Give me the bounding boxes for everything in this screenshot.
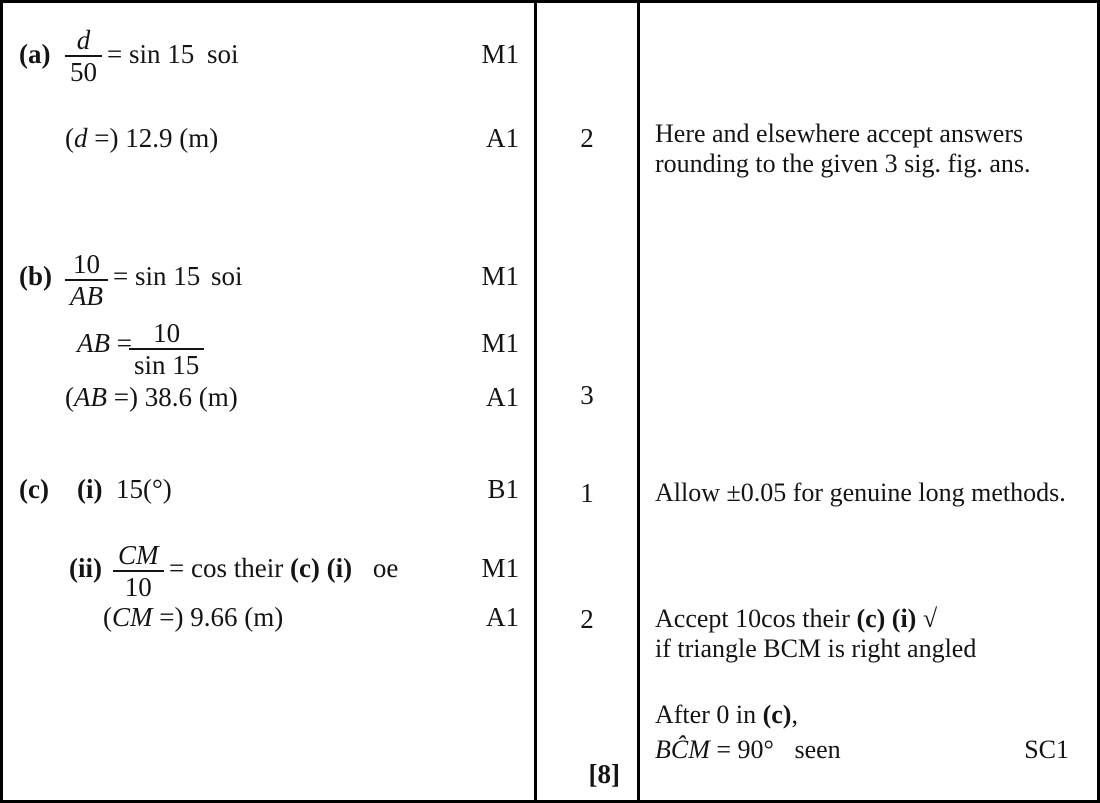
special-case-condition [655,700,798,730]
answer-paren: ( [65,123,74,153]
part-c-ref: (c) [762,700,792,729]
part-b-soi-note: soi [211,261,243,291]
angle-BCM: BĈM [655,735,710,764]
part-b-equation: = sin 15 [113,261,201,291]
mark-code-c-i-b1: B1 [487,474,519,504]
answer-variable: CM [112,602,153,632]
part-c-label: (c) [19,474,49,504]
part-b-rearranged-lhs [77,328,132,358]
part-a-label: (a) [19,39,51,69]
question-total-marks: [8] [588,759,620,789]
part-b-label: (b) [19,261,52,291]
fraction-numerator: CM [113,541,164,572]
part-a-answer [65,123,218,153]
part-a-total-marks: 2 [580,123,594,153]
followthrough-tick: √ [922,604,938,633]
part-a-equation: = sin 15 [107,39,195,69]
part-c-i-total-marks: 1 [580,478,594,508]
part-c-i-answer: 15(°) [116,474,172,504]
comment-line: rounding to the given 3 sig. fig. ans. [655,149,1031,178]
variable-AB: AB [77,328,110,358]
comment-text: After 0 in [655,700,757,729]
column-divider-comments [637,3,640,800]
answer-paren: ( [65,382,74,412]
mark-code-a-a1: A1 [486,123,519,153]
fraction-numerator: 10 [65,250,108,281]
answer-value: =) 9.66 (m) [152,602,284,632]
fraction-denominator: 10 [124,572,152,602]
equation-followthrough-ref: (c) (i) [289,553,353,583]
answer-value: =) 12.9 (m) [87,123,219,153]
part-c-ii-answer [103,602,283,632]
fraction-denominator: sin 15 [134,350,200,380]
answer-variable: d [74,123,88,153]
fraction-numerator: 10 [129,319,204,350]
part-c-i-label: (i) [77,474,103,504]
mark-code-a-m1: M1 [481,39,519,69]
part-c-ii-label: (ii) [69,553,102,583]
part-c-ii-total-marks: 2 [580,604,594,634]
part-b-answer [65,382,238,412]
part-b-total-marks: 3 [580,380,594,410]
mark-code-c-ii-a1: A1 [486,602,519,632]
part-c-ii-equation [169,553,398,583]
seen-note: seen [794,735,841,764]
answer-paren: ( [103,602,112,632]
equation-text: = cos their [169,553,284,583]
fraction-10-over-sin15 [129,319,204,379]
column-divider-total [534,3,537,800]
answer-value: =) 38.6 (m) [107,382,238,412]
equals-sign: = [116,328,132,358]
fraction-10-over-AB [65,250,108,310]
mark-code-b-a1: A1 [486,382,519,412]
comment-line: if triangle BCM is right angled [655,634,977,663]
part-c-ii-comment [655,604,976,664]
mark-code-b-m1-first: M1 [481,261,519,291]
fraction-denominator: 50 [70,57,97,87]
mark-code-sc1: SC1 [1024,735,1069,764]
mark-code-b-m1-second: M1 [481,328,519,358]
comment-line [655,604,976,634]
comment-text: , [791,700,798,729]
answer-variable: AB [74,382,107,412]
part-a-comment [655,119,1031,179]
fraction-numerator: d [65,26,102,57]
part-c-i-comment: Allow ±0.05 for genuine long methods. [655,478,1066,507]
part-a-soi-note: soi [207,39,239,69]
special-case-statement [655,735,841,765]
comment-followthrough-ref: (c) (i) [856,604,917,633]
comment-line: Here and elsewhere accept answers [655,119,1024,148]
mark-code-c-ii-m1: M1 [481,553,519,583]
equation-oe-note: oe [372,553,399,583]
fraction-denominator: AB [70,281,103,311]
comment-text: Accept 10cos their [655,604,850,633]
fraction-CM-over-10 [113,541,164,601]
fraction-d-over-50 [65,26,102,86]
angle-value: = 90° [716,735,774,764]
